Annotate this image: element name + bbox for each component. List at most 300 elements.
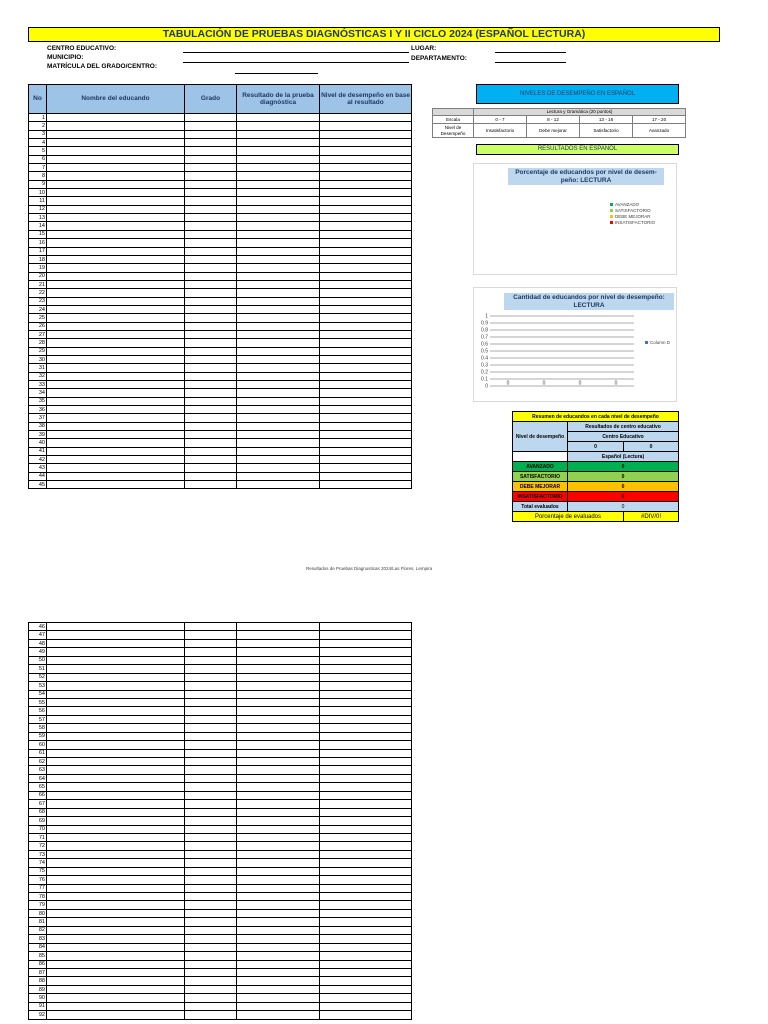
name-cell[interactable] (47, 842, 185, 850)
grade-cell[interactable] (185, 715, 237, 723)
name-cell[interactable] (47, 656, 185, 664)
result-cell[interactable] (237, 164, 320, 172)
grade-cell[interactable] (185, 180, 237, 188)
name-cell[interactable] (47, 205, 185, 213)
grade-cell[interactable] (185, 808, 237, 816)
name-cell[interactable] (47, 172, 185, 180)
result-cell[interactable] (237, 918, 320, 926)
name-cell[interactable] (47, 741, 185, 749)
name-cell[interactable] (47, 155, 185, 163)
name-cell[interactable] (47, 389, 185, 397)
name-cell[interactable] (47, 682, 185, 690)
level-cell[interactable] (320, 698, 412, 706)
name-cell[interactable] (47, 130, 185, 138)
grade-cell[interactable] (185, 800, 237, 808)
level-cell[interactable] (320, 968, 412, 976)
result-cell[interactable] (237, 464, 320, 472)
level-cell[interactable] (320, 909, 412, 917)
name-cell[interactable] (47, 447, 185, 455)
level-cell[interactable] (320, 397, 412, 405)
name-cell[interactable] (47, 314, 185, 322)
grade-cell[interactable] (185, 130, 237, 138)
level-cell[interactable] (320, 825, 412, 833)
name-cell[interactable] (47, 833, 185, 841)
result-cell[interactable] (237, 222, 320, 230)
grade-cell[interactable] (185, 817, 237, 825)
name-cell[interactable] (47, 985, 185, 993)
grade-cell[interactable] (185, 766, 237, 774)
result-cell[interactable] (237, 289, 320, 297)
name-cell[interactable] (47, 397, 185, 405)
grade-cell[interactable] (185, 690, 237, 698)
level-cell[interactable] (320, 322, 412, 330)
result-cell[interactable] (237, 414, 320, 422)
name-cell[interactable] (47, 774, 185, 782)
level-cell[interactable] (320, 314, 412, 322)
grade-cell[interactable] (185, 414, 237, 422)
result-cell[interactable] (237, 189, 320, 197)
name-cell[interactable] (47, 825, 185, 833)
name-cell[interactable] (47, 977, 185, 985)
result-cell[interactable] (237, 648, 320, 656)
level-cell[interactable] (320, 406, 412, 414)
name-cell[interactable] (47, 623, 185, 631)
grade-cell[interactable] (185, 397, 237, 405)
grade-cell[interactable] (185, 214, 237, 222)
result-cell[interactable] (237, 439, 320, 447)
grade-cell[interactable] (185, 422, 237, 430)
name-cell[interactable] (47, 1011, 185, 1019)
level-cell[interactable] (320, 758, 412, 766)
grade-cell[interactable] (185, 456, 237, 464)
level-cell[interactable] (320, 339, 412, 347)
grade-cell[interactable] (185, 431, 237, 439)
result-cell[interactable] (237, 715, 320, 723)
level-cell[interactable] (320, 364, 412, 372)
result-cell[interactable] (237, 355, 320, 363)
level-cell[interactable] (320, 272, 412, 280)
result-cell[interactable] (237, 656, 320, 664)
result-cell[interactable] (237, 239, 320, 247)
grade-cell[interactable] (185, 305, 237, 313)
level-cell[interactable] (320, 289, 412, 297)
result-cell[interactable] (237, 698, 320, 706)
grade-cell[interactable] (185, 825, 237, 833)
name-cell[interactable] (47, 893, 185, 901)
level-cell[interactable] (320, 985, 412, 993)
grade-cell[interactable] (185, 197, 237, 205)
name-cell[interactable] (47, 372, 185, 380)
grade-cell[interactable] (185, 918, 237, 926)
level-cell[interactable] (320, 147, 412, 155)
grade-cell[interactable] (185, 893, 237, 901)
grade-cell[interactable] (185, 264, 237, 272)
level-cell[interactable] (320, 774, 412, 782)
grade-cell[interactable] (185, 355, 237, 363)
name-cell[interactable] (47, 817, 185, 825)
grade-cell[interactable] (185, 205, 237, 213)
grade-cell[interactable] (185, 297, 237, 305)
name-cell[interactable] (47, 901, 185, 909)
level-cell[interactable] (320, 197, 412, 205)
level-cell[interactable] (320, 139, 412, 147)
level-cell[interactable] (320, 180, 412, 188)
result-cell[interactable] (237, 122, 320, 130)
level-cell[interactable] (320, 673, 412, 681)
grade-cell[interactable] (185, 439, 237, 447)
result-cell[interactable] (237, 842, 320, 850)
grade-cell[interactable] (185, 364, 237, 372)
name-cell[interactable] (47, 114, 185, 122)
grade-cell[interactable] (185, 472, 237, 480)
result-cell[interactable] (237, 766, 320, 774)
result-cell[interactable] (237, 139, 320, 147)
result-cell[interactable] (237, 372, 320, 380)
grade-cell[interactable] (185, 876, 237, 884)
grade-cell[interactable] (185, 389, 237, 397)
level-cell[interactable] (320, 172, 412, 180)
result-cell[interactable] (237, 859, 320, 867)
result-cell[interactable] (237, 314, 320, 322)
level-cell[interactable] (320, 355, 412, 363)
result-cell[interactable] (237, 968, 320, 976)
grade-cell[interactable] (185, 339, 237, 347)
result-cell[interactable] (237, 867, 320, 875)
level-cell[interactable] (320, 918, 412, 926)
name-cell[interactable] (47, 272, 185, 280)
result-cell[interactable] (237, 114, 320, 122)
grade-cell[interactable] (185, 347, 237, 355)
grade-cell[interactable] (185, 631, 237, 639)
level-cell[interactable] (320, 783, 412, 791)
grade-cell[interactable] (185, 255, 237, 263)
level-cell[interactable] (320, 766, 412, 774)
grade-cell[interactable] (185, 935, 237, 943)
name-cell[interactable] (47, 698, 185, 706)
level-cell[interactable] (320, 280, 412, 288)
name-cell[interactable] (47, 1002, 185, 1010)
name-cell[interactable] (47, 665, 185, 673)
name-cell[interactable] (47, 439, 185, 447)
level-cell[interactable] (320, 230, 412, 238)
level-cell[interactable] (320, 808, 412, 816)
level-cell[interactable] (320, 690, 412, 698)
grade-cell[interactable] (185, 673, 237, 681)
level-cell[interactable] (320, 205, 412, 213)
grade-cell[interactable] (185, 960, 237, 968)
name-cell[interactable] (47, 456, 185, 464)
result-cell[interactable] (237, 205, 320, 213)
grade-cell[interactable] (185, 968, 237, 976)
result-cell[interactable] (237, 639, 320, 647)
level-cell[interactable] (320, 347, 412, 355)
result-cell[interactable] (237, 180, 320, 188)
grade-cell[interactable] (185, 114, 237, 122)
result-cell[interactable] (237, 264, 320, 272)
result-cell[interactable] (237, 1002, 320, 1010)
name-cell[interactable] (47, 648, 185, 656)
grade-cell[interactable] (185, 447, 237, 455)
name-cell[interactable] (47, 631, 185, 639)
grade-cell[interactable] (185, 406, 237, 414)
grade-cell[interactable] (185, 155, 237, 163)
grade-cell[interactable] (185, 774, 237, 782)
result-cell[interactable] (237, 876, 320, 884)
level-cell[interactable] (320, 330, 412, 338)
grade-cell[interactable] (185, 909, 237, 917)
level-cell[interactable] (320, 656, 412, 664)
grade-cell[interactable] (185, 280, 237, 288)
level-cell[interactable] (320, 389, 412, 397)
grade-cell[interactable] (185, 639, 237, 647)
grade-cell[interactable] (185, 977, 237, 985)
result-cell[interactable] (237, 481, 320, 489)
level-cell[interactable] (320, 372, 412, 380)
name-cell[interactable] (47, 280, 185, 288)
result-cell[interactable] (237, 330, 320, 338)
level-cell[interactable] (320, 842, 412, 850)
lugar-field[interactable] (495, 52, 566, 53)
name-cell[interactable] (47, 732, 185, 740)
name-cell[interactable] (47, 289, 185, 297)
result-cell[interactable] (237, 364, 320, 372)
departamento-field[interactable] (495, 62, 566, 63)
name-cell[interactable] (47, 189, 185, 197)
level-cell[interactable] (320, 481, 412, 489)
result-cell[interactable] (237, 272, 320, 280)
name-cell[interactable] (47, 147, 185, 155)
name-cell[interactable] (47, 690, 185, 698)
grade-cell[interactable] (185, 139, 237, 147)
level-cell[interactable] (320, 623, 412, 631)
result-cell[interactable] (237, 985, 320, 993)
name-cell[interactable] (47, 724, 185, 732)
name-cell[interactable] (47, 381, 185, 389)
level-cell[interactable] (320, 977, 412, 985)
level-cell[interactable] (320, 247, 412, 255)
grade-cell[interactable] (185, 901, 237, 909)
name-cell[interactable] (47, 715, 185, 723)
result-cell[interactable] (237, 817, 320, 825)
grade-cell[interactable] (185, 481, 237, 489)
name-cell[interactable] (47, 214, 185, 222)
name-cell[interactable] (47, 994, 185, 1002)
name-cell[interactable] (47, 968, 185, 976)
result-cell[interactable] (237, 833, 320, 841)
grade-cell[interactable] (185, 833, 237, 841)
level-cell[interactable] (320, 960, 412, 968)
result-cell[interactable] (237, 774, 320, 782)
level-cell[interactable] (320, 164, 412, 172)
level-cell[interactable] (320, 239, 412, 247)
result-cell[interactable] (237, 665, 320, 673)
level-cell[interactable] (320, 859, 412, 867)
result-cell[interactable] (237, 431, 320, 439)
grade-cell[interactable] (185, 749, 237, 757)
level-cell[interactable] (320, 631, 412, 639)
result-cell[interactable] (237, 732, 320, 740)
grade-cell[interactable] (185, 985, 237, 993)
level-cell[interactable] (320, 935, 412, 943)
grade-cell[interactable] (185, 867, 237, 875)
name-cell[interactable] (47, 364, 185, 372)
grade-cell[interactable] (185, 741, 237, 749)
name-cell[interactable] (47, 339, 185, 347)
result-cell[interactable] (237, 825, 320, 833)
level-cell[interactable] (320, 833, 412, 841)
result-cell[interactable] (237, 741, 320, 749)
name-cell[interactable] (47, 867, 185, 875)
result-cell[interactable] (237, 339, 320, 347)
result-cell[interactable] (237, 673, 320, 681)
result-cell[interactable] (237, 389, 320, 397)
result-cell[interactable] (237, 960, 320, 968)
name-cell[interactable] (47, 355, 185, 363)
grade-cell[interactable] (185, 698, 237, 706)
grade-cell[interactable] (185, 189, 237, 197)
name-cell[interactable] (47, 800, 185, 808)
name-cell[interactable] (47, 255, 185, 263)
name-cell[interactable] (47, 850, 185, 858)
result-cell[interactable] (237, 952, 320, 960)
result-cell[interactable] (237, 623, 320, 631)
level-cell[interactable] (320, 994, 412, 1002)
result-cell[interactable] (237, 690, 320, 698)
grade-cell[interactable] (185, 884, 237, 892)
name-cell[interactable] (47, 935, 185, 943)
name-cell[interactable] (47, 414, 185, 422)
grade-cell[interactable] (185, 994, 237, 1002)
name-cell[interactable] (47, 347, 185, 355)
level-cell[interactable] (320, 682, 412, 690)
level-cell[interactable] (320, 926, 412, 934)
name-cell[interactable] (47, 943, 185, 951)
grade-cell[interactable] (185, 783, 237, 791)
result-cell[interactable] (237, 230, 320, 238)
level-cell[interactable] (320, 305, 412, 313)
name-cell[interactable] (47, 884, 185, 892)
level-cell[interactable] (320, 214, 412, 222)
level-cell[interactable] (320, 791, 412, 799)
name-cell[interactable] (47, 406, 185, 414)
level-cell[interactable] (320, 297, 412, 305)
grade-cell[interactable] (185, 247, 237, 255)
grade-cell[interactable] (185, 464, 237, 472)
result-cell[interactable] (237, 631, 320, 639)
result-cell[interactable] (237, 247, 320, 255)
grade-cell[interactable] (185, 842, 237, 850)
name-cell[interactable] (47, 859, 185, 867)
result-cell[interactable] (237, 214, 320, 222)
grade-cell[interactable] (185, 122, 237, 130)
level-cell[interactable] (320, 707, 412, 715)
name-cell[interactable] (47, 322, 185, 330)
result-cell[interactable] (237, 758, 320, 766)
result-cell[interactable] (237, 808, 320, 816)
grade-cell[interactable] (185, 707, 237, 715)
result-cell[interactable] (237, 724, 320, 732)
grade-cell[interactable] (185, 381, 237, 389)
name-cell[interactable] (47, 139, 185, 147)
level-cell[interactable] (320, 447, 412, 455)
result-cell[interactable] (237, 977, 320, 985)
grade-cell[interactable] (185, 859, 237, 867)
grade-cell[interactable] (185, 850, 237, 858)
result-cell[interactable] (237, 884, 320, 892)
level-cell[interactable] (320, 464, 412, 472)
name-cell[interactable] (47, 749, 185, 757)
result-cell[interactable] (237, 255, 320, 263)
level-cell[interactable] (320, 422, 412, 430)
grade-cell[interactable] (185, 724, 237, 732)
level-cell[interactable] (320, 901, 412, 909)
grade-cell[interactable] (185, 656, 237, 664)
grade-cell[interactable] (185, 1002, 237, 1010)
grade-cell[interactable] (185, 791, 237, 799)
grade-cell[interactable] (185, 314, 237, 322)
result-cell[interactable] (237, 682, 320, 690)
level-cell[interactable] (320, 1011, 412, 1019)
grade-cell[interactable] (185, 372, 237, 380)
grade-cell[interactable] (185, 147, 237, 155)
level-cell[interactable] (320, 114, 412, 122)
level-cell[interactable] (320, 639, 412, 647)
name-cell[interactable] (47, 909, 185, 917)
name-cell[interactable] (47, 264, 185, 272)
level-cell[interactable] (320, 381, 412, 389)
result-cell[interactable] (237, 406, 320, 414)
result-cell[interactable] (237, 800, 320, 808)
level-cell[interactable] (320, 724, 412, 732)
name-cell[interactable] (47, 783, 185, 791)
result-cell[interactable] (237, 791, 320, 799)
result-cell[interactable] (237, 347, 320, 355)
level-cell[interactable] (320, 867, 412, 875)
name-cell[interactable] (47, 305, 185, 313)
level-cell[interactable] (320, 817, 412, 825)
name-cell[interactable] (47, 918, 185, 926)
name-cell[interactable] (47, 960, 185, 968)
grade-cell[interactable] (185, 943, 237, 951)
level-cell[interactable] (320, 850, 412, 858)
name-cell[interactable] (47, 239, 185, 247)
level-cell[interactable] (320, 665, 412, 673)
level-cell[interactable] (320, 952, 412, 960)
result-cell[interactable] (237, 935, 320, 943)
centro-field[interactable] (183, 52, 409, 53)
result-cell[interactable] (237, 422, 320, 430)
level-cell[interactable] (320, 456, 412, 464)
level-cell[interactable] (320, 749, 412, 757)
name-cell[interactable] (47, 330, 185, 338)
name-cell[interactable] (47, 247, 185, 255)
result-cell[interactable] (237, 172, 320, 180)
grade-cell[interactable] (185, 682, 237, 690)
result-cell[interactable] (237, 155, 320, 163)
result-cell[interactable] (237, 994, 320, 1002)
level-cell[interactable] (320, 472, 412, 480)
grade-cell[interactable] (185, 758, 237, 766)
result-cell[interactable] (237, 1011, 320, 1019)
grade-cell[interactable] (185, 926, 237, 934)
result-cell[interactable] (237, 456, 320, 464)
level-cell[interactable] (320, 648, 412, 656)
name-cell[interactable] (47, 758, 185, 766)
name-cell[interactable] (47, 926, 185, 934)
level-cell[interactable] (320, 439, 412, 447)
level-cell[interactable] (320, 414, 412, 422)
result-cell[interactable] (237, 322, 320, 330)
